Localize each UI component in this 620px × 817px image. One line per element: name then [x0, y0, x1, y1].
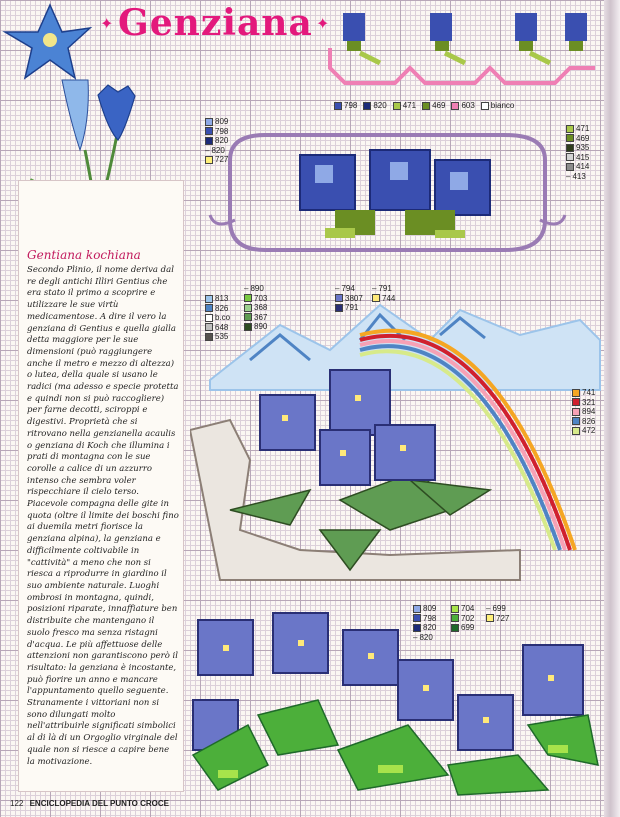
legend-item: bianco [481, 101, 515, 111]
legend-item: 890 [244, 322, 267, 332]
page-title: Genziana [118, 2, 313, 44]
legend-frame-right [566, 124, 589, 181]
title-ornament-right: ✦ [316, 16, 330, 33]
legend-item: b.co [205, 313, 230, 323]
color-swatch [334, 102, 342, 110]
legend-item: 741 [572, 388, 595, 398]
color-swatch [566, 163, 574, 171]
legend-item: 469 [422, 101, 445, 111]
legend-item: – 820 [205, 145, 225, 155]
legend-item: – 794 [335, 284, 355, 293]
legend-item: 368 [244, 303, 267, 313]
color-swatch [363, 102, 371, 110]
legend-item: 704 [451, 604, 474, 614]
color-swatch [572, 408, 580, 416]
page-footer [10, 799, 169, 808]
color-swatch [205, 118, 213, 126]
legend-item: 798 [334, 101, 357, 111]
title-ornament-left: ✦ [100, 16, 114, 33]
legend-item: 813 [205, 294, 230, 304]
color-swatch [205, 127, 213, 135]
legend-item: – 820 [413, 632, 433, 642]
publication-name: ENCICLOPEDIA DEL PUNTO CROCE [29, 799, 170, 808]
legend-item: 727 [205, 155, 228, 165]
legend-item: 469 [566, 134, 589, 144]
legend-item: 472 [572, 426, 595, 436]
legend-item: 820 [413, 623, 436, 633]
panel-body-text: Secondo Plinio, il nome deriva dal re degli antichi Illiri Gentius che era stato il primo a scoprire e utilizzare le sue virtù medicamentose. A dire il vero la genziana di Gentius e quella gialla detta maggiore per le sue dimensioni (può raggiungere anche il metro e mezzo di altezza) o lutea, della quale si usano le radici (ma adesso e specie protetta e quindi non si può raccogliere) per farne decotti, sciroppi e digestivi. Proprietà che si ritrovano nella genzianella acaulis o genziana di Koch che illumina i prati di montagna con le sue corolle a calice di un azzurro intenso che sembra voler rispecchiare il cielo terso. Piacevole compagna delle gite in quota (oltre il limite dei boschi fino ai duemila metri fiorisce la genziana alpina), la genziana e difficilmente coltivabile in "cattività" a meno che non si riesca a riprodurre in giardino il suo ambiente naturale. Luoghi ombrosi in montagna, quindi, posizioni riparate, innaffiature ben distribuite che mantengano il suolo fresco ma senza ristagni d'acqua. Le più affettuose delle attenzioni non garantiscono però il risultato: la genziana è incostante, può fiorire un anno e mancare l'appuntamento quello seguente. Stranamente i vittoriani non si sono dilungati molto nell'attribuirle significati simbolici al di là di un Orgoglio virginale del quale non si riesce a capire bene la motivazione. [27, 265, 179, 767]
legend-item: 535 [205, 332, 230, 342]
color-swatch [205, 156, 213, 164]
legend-item: 826 [205, 304, 230, 314]
color-swatch [566, 134, 574, 142]
legend-item: 3807 [335, 294, 363, 304]
panel-heading: Gentiana kochiana [27, 248, 141, 262]
legend-item: 471 [393, 101, 416, 111]
color-swatch [572, 398, 580, 406]
color-swatch [572, 417, 580, 425]
legend-item: 702 [451, 614, 474, 624]
legend-item: 321 [572, 398, 595, 408]
legend-item: 798 [205, 127, 228, 137]
legend-item: – 699 [486, 604, 506, 613]
legend-item: – 890 [244, 284, 264, 293]
legend-item: 699 [451, 623, 474, 633]
legend-item: – 413 [566, 171, 586, 181]
legend-item: – 791 [372, 284, 392, 293]
color-swatch [566, 125, 574, 133]
frame-gentian-chart [205, 120, 570, 260]
color-swatch [451, 102, 459, 110]
legend-item: 809 [413, 604, 436, 614]
legend-item: 826 [572, 417, 595, 427]
color-swatch [566, 153, 574, 161]
color-swatch [572, 389, 580, 397]
page-edge [604, 0, 620, 817]
legend-item: 809 [205, 117, 228, 127]
legend-item: 727 [486, 614, 509, 624]
legend-border-top [334, 101, 514, 111]
legend-item: 894 [572, 407, 595, 417]
legend-item: 820 [205, 136, 228, 146]
legend-item: 367 [244, 313, 267, 323]
legend-rainbow [572, 388, 595, 436]
legend-item: 471 [566, 124, 589, 134]
legend-item: 820 [363, 101, 386, 111]
color-swatch [393, 102, 401, 110]
legend-item: 935 [566, 143, 589, 153]
color-swatch [481, 102, 489, 110]
legend-item: 414 [566, 162, 589, 172]
legend-frame-left [205, 117, 228, 165]
top-border-chart [325, 8, 605, 98]
color-swatch [205, 137, 213, 145]
color-swatch [572, 427, 580, 435]
description-panel [18, 180, 184, 792]
mountain-rainbow-chart [190, 280, 602, 590]
legend-item: 648 [205, 323, 230, 333]
legend-item: 798 [413, 614, 436, 624]
color-swatch [566, 144, 574, 152]
legend-item: 415 [566, 153, 589, 163]
color-swatch [422, 102, 430, 110]
legend-item: 603 [451, 101, 474, 111]
legend-item: 791 [335, 303, 363, 313]
legend-item: 744 [372, 294, 395, 304]
page-number: 122 [10, 799, 24, 808]
bottom-gentian-chart [188, 605, 604, 800]
legend-item: 703 [244, 294, 267, 304]
